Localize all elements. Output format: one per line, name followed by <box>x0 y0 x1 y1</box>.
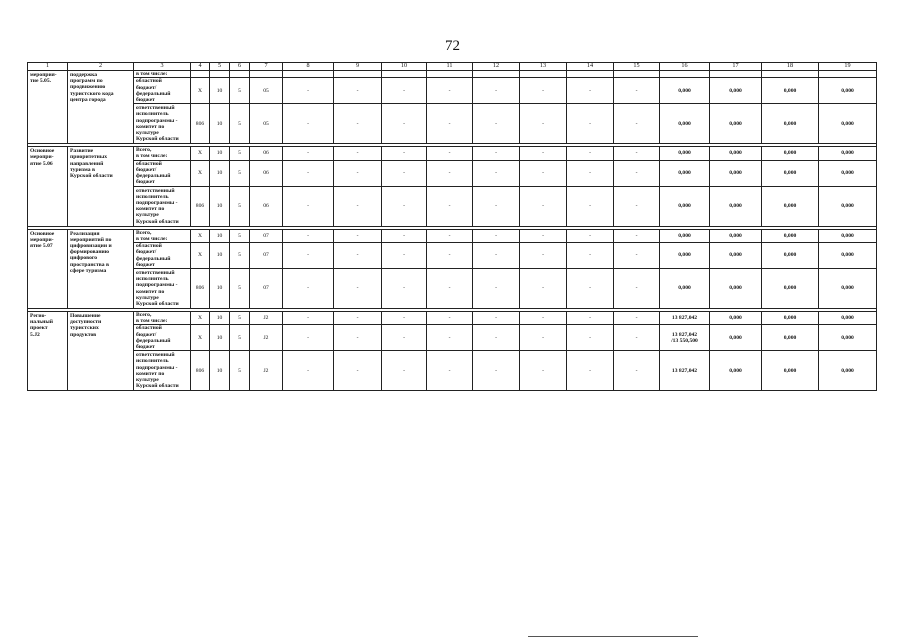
value-cell-col18: 0,000 <box>762 269 819 309</box>
value-cell-col11: - <box>427 312 473 325</box>
value-cell-col9: - <box>334 78 382 104</box>
value-cell-col19 <box>819 71 877 78</box>
value-cell-col6: 5 <box>230 269 250 309</box>
value-cell-col17: 0,000 <box>710 269 762 309</box>
value-cell-col12: - <box>473 78 520 104</box>
value-cell-col5: 10 <box>210 325 230 351</box>
value-cell-col10: - <box>382 269 427 309</box>
value-cell-col16 <box>660 71 710 78</box>
value-cell-col7: J2 <box>250 325 283 351</box>
value-cell-col14: - <box>567 325 614 351</box>
value-cell-col5: 10 <box>210 229 230 242</box>
value-cell-col8: - <box>283 160 334 186</box>
value-cell-col13: - <box>520 325 567 351</box>
value-cell-col11: - <box>427 351 473 391</box>
funding-source-cell: областной бюджет/ федеральный бюджет <box>134 243 191 269</box>
table-row <box>28 147 877 160</box>
budget-table <box>27 62 877 391</box>
value-cell-col7: J2 <box>250 312 283 325</box>
value-cell-col14: - <box>567 229 614 242</box>
value-cell-col16: 0,000 <box>660 147 710 160</box>
column-header: 8 <box>283 63 334 71</box>
value-cell-col10: - <box>382 147 427 160</box>
value-cell-col14: - <box>567 104 614 144</box>
funding-source-cell: ответственный исполнитель подпрограммы - комитет по культуре Курской области <box>134 351 191 391</box>
value-cell-col10: - <box>382 186 427 226</box>
value-cell-col13: - <box>520 160 567 186</box>
value-cell-col4: X <box>191 229 210 242</box>
value-cell-col4: X <box>191 243 210 269</box>
value-cell-col4: 806 <box>191 186 210 226</box>
funding-source-cell: ответственный исполнитель подпрограммы - комитет по культуре Курской области <box>134 186 191 226</box>
value-cell-col17: 0,000 <box>710 147 762 160</box>
value-cell-col17: 0,000 <box>710 78 762 104</box>
value-cell-col18: 0,000 <box>762 78 819 104</box>
column-header: 16 <box>660 63 710 71</box>
value-cell-col5: 10 <box>210 312 230 325</box>
value-cell-col8: - <box>283 351 334 391</box>
value-cell-col9: - <box>334 147 382 160</box>
measure-name-cell: Развитие приоритетных направлений туризма в Курской области <box>68 147 134 226</box>
value-cell-col7 <box>250 71 283 78</box>
value-cell-col15: - <box>614 351 660 391</box>
value-cell-col7: 07 <box>250 269 283 309</box>
value-cell-col4: 806 <box>191 269 210 309</box>
value-cell-col15: - <box>614 229 660 242</box>
value-cell-col7: 07 <box>250 229 283 242</box>
value-cell-col13: - <box>520 243 567 269</box>
value-cell-col10: - <box>382 351 427 391</box>
value-cell-col5: 10 <box>210 269 230 309</box>
value-cell-col14: - <box>567 78 614 104</box>
value-cell-col7: J2 <box>250 351 283 391</box>
value-cell-col14: - <box>567 269 614 309</box>
value-cell-col18: 0,000 <box>762 243 819 269</box>
table-row <box>28 312 877 325</box>
funding-source-cell: ответственный исполнитель подпрограммы - комитет по культуре Курской области <box>134 269 191 309</box>
value-cell-col12: - <box>473 351 520 391</box>
value-cell-col12: - <box>473 160 520 186</box>
value-cell-col19: 0,000 <box>819 104 877 144</box>
value-cell-col14: - <box>567 160 614 186</box>
value-cell-col13: - <box>520 269 567 309</box>
value-cell-col17: 0,000 <box>710 229 762 242</box>
table-row <box>28 243 877 269</box>
column-header: 17 <box>710 63 762 71</box>
funding-source-cell: ответственный исполнитель подпрограммы - комитет по культуре Курской области <box>134 104 191 144</box>
value-cell-col13: - <box>520 186 567 226</box>
value-cell-col10: - <box>382 325 427 351</box>
value-cell-col6: 5 <box>230 325 250 351</box>
value-cell-col9: - <box>334 104 382 144</box>
column-header: 6 <box>230 63 250 71</box>
value-cell-col18: 0,000 <box>762 229 819 242</box>
value-cell-col6: 5 <box>230 351 250 391</box>
value-cell-col13: - <box>520 147 567 160</box>
value-cell-col7: 07 <box>250 243 283 269</box>
value-cell-col16: 0,000 <box>660 186 710 226</box>
value-cell-col6: 5 <box>230 312 250 325</box>
value-cell-col8: - <box>283 147 334 160</box>
value-cell-col18: 0,000 <box>762 351 819 391</box>
value-cell-col10: - <box>382 78 427 104</box>
value-cell-col19: 0,000 <box>819 186 877 226</box>
value-cell-col7: 05 <box>250 78 283 104</box>
value-cell-col4: X <box>191 160 210 186</box>
column-header: 7 <box>250 63 283 71</box>
column-header: 14 <box>567 63 614 71</box>
value-cell-col19: 0,000 <box>819 325 877 351</box>
value-cell-col10: - <box>382 312 427 325</box>
value-cell-col4: 806 <box>191 351 210 391</box>
column-header: 9 <box>334 63 382 71</box>
value-cell-col15: - <box>614 325 660 351</box>
value-cell-col7: 06 <box>250 147 283 160</box>
value-cell-col14 <box>567 71 614 78</box>
value-cell-col4: X <box>191 325 210 351</box>
value-cell-col13: - <box>520 78 567 104</box>
funding-source-cell: Всего, в том числе: <box>134 312 191 325</box>
value-cell-col7: 06 <box>250 186 283 226</box>
value-cell-col14: - <box>567 351 614 391</box>
column-header: 1 <box>28 63 68 71</box>
measure-code-cell: Основное меропри- ятие 5.06 <box>28 147 68 226</box>
value-cell-col19: 0,000 <box>819 312 877 325</box>
value-cell-col4: 806 <box>191 104 210 144</box>
value-cell-col12: - <box>473 243 520 269</box>
value-cell-col16: 0,000 <box>660 78 710 104</box>
value-cell-col4: X <box>191 147 210 160</box>
value-cell-col15: - <box>614 186 660 226</box>
value-cell-col11: - <box>427 243 473 269</box>
value-cell-col18: 0,000 <box>762 147 819 160</box>
column-header: 5 <box>210 63 230 71</box>
value-cell-col11: - <box>427 78 473 104</box>
value-cell-col4 <box>191 71 210 78</box>
value-cell-col12: - <box>473 312 520 325</box>
value-cell-col12: - <box>473 269 520 309</box>
page-number: 72 <box>445 38 460 54</box>
value-cell-col19: 0,000 <box>819 243 877 269</box>
funding-source-cell: областной бюджет/ федеральный бюджет <box>134 78 191 104</box>
value-cell-col16: 0,000 <box>660 229 710 242</box>
value-cell-col18: 0,000 <box>762 325 819 351</box>
value-cell-col14: - <box>567 312 614 325</box>
measure-name-cell: поддержка программ по продвижению туристского кода центра города <box>68 71 134 144</box>
value-cell-col11: - <box>427 229 473 242</box>
column-header: 15 <box>614 63 660 71</box>
measure-name-cell: Повышение доступности туристских продуктов <box>68 312 134 391</box>
value-cell-col18: 0,000 <box>762 312 819 325</box>
funding-source-cell: Всего, в том числе: <box>134 229 191 242</box>
table-row <box>28 269 877 309</box>
value-cell-col8 <box>283 71 334 78</box>
value-cell-col14: - <box>567 243 614 269</box>
value-cell-col19: 0,000 <box>819 229 877 242</box>
value-cell-col12: - <box>473 325 520 351</box>
value-cell-col16: 0,000 <box>660 104 710 144</box>
value-cell-col7: 06 <box>250 160 283 186</box>
footer-rule <box>528 636 698 637</box>
column-header: 19 <box>819 63 877 71</box>
value-cell-col10: - <box>382 104 427 144</box>
value-cell-col15: - <box>614 243 660 269</box>
column-header: 2 <box>68 63 134 71</box>
value-cell-col18: 0,000 <box>762 104 819 144</box>
value-cell-col13: - <box>520 104 567 144</box>
value-cell-col12: - <box>473 104 520 144</box>
value-cell-col15: - <box>614 104 660 144</box>
measure-code-cell: Регио- нальный проект 5.J2 <box>28 312 68 391</box>
value-cell-col11 <box>427 71 473 78</box>
table-row <box>28 104 877 144</box>
value-cell-col5: 10 <box>210 243 230 269</box>
column-header: 3 <box>134 63 191 71</box>
value-cell-col8: - <box>283 269 334 309</box>
value-cell-col13: - <box>520 312 567 325</box>
value-cell-col19: 0,000 <box>819 147 877 160</box>
column-header: 13 <box>520 63 567 71</box>
table-row <box>28 351 877 391</box>
table-row <box>28 229 877 242</box>
value-cell-col5: 10 <box>210 160 230 186</box>
value-cell-col16: 13 827,042 /13 550,500 <box>660 325 710 351</box>
value-cell-col5: 10 <box>210 78 230 104</box>
value-cell-col19: 0,000 <box>819 160 877 186</box>
value-cell-col8: - <box>283 104 334 144</box>
value-cell-col17: 0,000 <box>710 160 762 186</box>
value-cell-col8: - <box>283 325 334 351</box>
value-cell-col10: - <box>382 243 427 269</box>
value-cell-col11: - <box>427 160 473 186</box>
measure-code-cell: мероприя- тие 5.05. <box>28 71 68 144</box>
value-cell-col8: - <box>283 312 334 325</box>
value-cell-col8: - <box>283 243 334 269</box>
value-cell-col10 <box>382 71 427 78</box>
value-cell-col4: X <box>191 78 210 104</box>
value-cell-col10: - <box>382 229 427 242</box>
value-cell-col6: 5 <box>230 160 250 186</box>
measure-name-cell: Реализация мероприятий по цифровизации и формированию цифрового пространства в сфере туризма <box>68 229 134 308</box>
value-cell-col15: - <box>614 160 660 186</box>
value-cell-col17: 0,000 <box>710 312 762 325</box>
value-cell-col16: 13 827,042 <box>660 351 710 391</box>
value-cell-col5: 10 <box>210 147 230 160</box>
value-cell-col17: 0,000 <box>710 351 762 391</box>
value-cell-col8: - <box>283 229 334 242</box>
value-cell-col10: - <box>382 160 427 186</box>
value-cell-col15: - <box>614 312 660 325</box>
value-cell-col13: - <box>520 351 567 391</box>
value-cell-col12: - <box>473 186 520 226</box>
value-cell-col15: - <box>614 269 660 309</box>
value-cell-col11: - <box>427 325 473 351</box>
value-cell-col9: - <box>334 243 382 269</box>
funding-source-cell: областной бюджет/ федеральный бюджет <box>134 325 191 351</box>
value-cell-col11: - <box>427 147 473 160</box>
value-cell-col16: 0,000 <box>660 160 710 186</box>
column-header: 18 <box>762 63 819 71</box>
value-cell-col12: - <box>473 229 520 242</box>
value-cell-col11: - <box>427 269 473 309</box>
table-body <box>28 71 877 391</box>
value-cell-col9: - <box>334 312 382 325</box>
value-cell-col6: 5 <box>230 186 250 226</box>
table-row <box>28 71 877 78</box>
value-cell-col6: 5 <box>230 229 250 242</box>
value-cell-col16: 0,000 <box>660 243 710 269</box>
value-cell-col6: 5 <box>230 147 250 160</box>
column-header: 11 <box>427 63 473 71</box>
value-cell-col9: - <box>334 186 382 226</box>
table-row <box>28 325 877 351</box>
table-row <box>28 78 877 104</box>
value-cell-col11: - <box>427 104 473 144</box>
value-cell-col9: - <box>334 160 382 186</box>
value-cell-col14: - <box>567 147 614 160</box>
header-row <box>28 63 877 71</box>
value-cell-col17: 0,000 <box>710 186 762 226</box>
value-cell-col17: 0,000 <box>710 325 762 351</box>
value-cell-col9: - <box>334 269 382 309</box>
value-cell-col5: 10 <box>210 104 230 144</box>
value-cell-col18 <box>762 71 819 78</box>
value-cell-col9: - <box>334 229 382 242</box>
value-cell-col7: 05 <box>250 104 283 144</box>
value-cell-col12: - <box>473 147 520 160</box>
value-cell-col13 <box>520 71 567 78</box>
table-row <box>28 186 877 226</box>
value-cell-col9: - <box>334 325 382 351</box>
value-cell-col9: - <box>334 351 382 391</box>
value-cell-col9 <box>334 71 382 78</box>
value-cell-col16: 0,000 <box>660 269 710 309</box>
value-cell-col15 <box>614 71 660 78</box>
value-cell-col6 <box>230 71 250 78</box>
value-cell-col17: 0,000 <box>710 243 762 269</box>
value-cell-col4: X <box>191 312 210 325</box>
funding-source-cell: областной бюджет/ федеральный бюджет <box>134 160 191 186</box>
funding-source-cell: Всего, в том числе: <box>134 147 191 160</box>
value-cell-col19: 0,000 <box>819 351 877 391</box>
funding-source-cell: в том числе: <box>134 71 191 78</box>
value-cell-col6: 5 <box>230 78 250 104</box>
value-cell-col16: 13 827,042 <box>660 312 710 325</box>
value-cell-col5 <box>210 71 230 78</box>
column-header: 4 <box>191 63 210 71</box>
value-cell-col18: 0,000 <box>762 160 819 186</box>
value-cell-col12 <box>473 71 520 78</box>
value-cell-col6: 5 <box>230 104 250 144</box>
value-cell-col17: 0,000 <box>710 104 762 144</box>
column-header: 10 <box>382 63 427 71</box>
value-cell-col17 <box>710 71 762 78</box>
value-cell-col18: 0,000 <box>762 186 819 226</box>
value-cell-col6: 5 <box>230 243 250 269</box>
value-cell-col11: - <box>427 186 473 226</box>
value-cell-col8: - <box>283 186 334 226</box>
value-cell-col5: 10 <box>210 186 230 226</box>
column-header: 12 <box>473 63 520 71</box>
value-cell-col19: 0,000 <box>819 78 877 104</box>
measure-code-cell: Основное меропри- ятие 5.07 <box>28 229 68 308</box>
value-cell-col8: - <box>283 78 334 104</box>
value-cell-col15: - <box>614 147 660 160</box>
value-cell-col13: - <box>520 229 567 242</box>
value-cell-col5: 10 <box>210 351 230 391</box>
table-row <box>28 160 877 186</box>
value-cell-col19: 0,000 <box>819 269 877 309</box>
value-cell-col15: - <box>614 78 660 104</box>
value-cell-col14: - <box>567 186 614 226</box>
